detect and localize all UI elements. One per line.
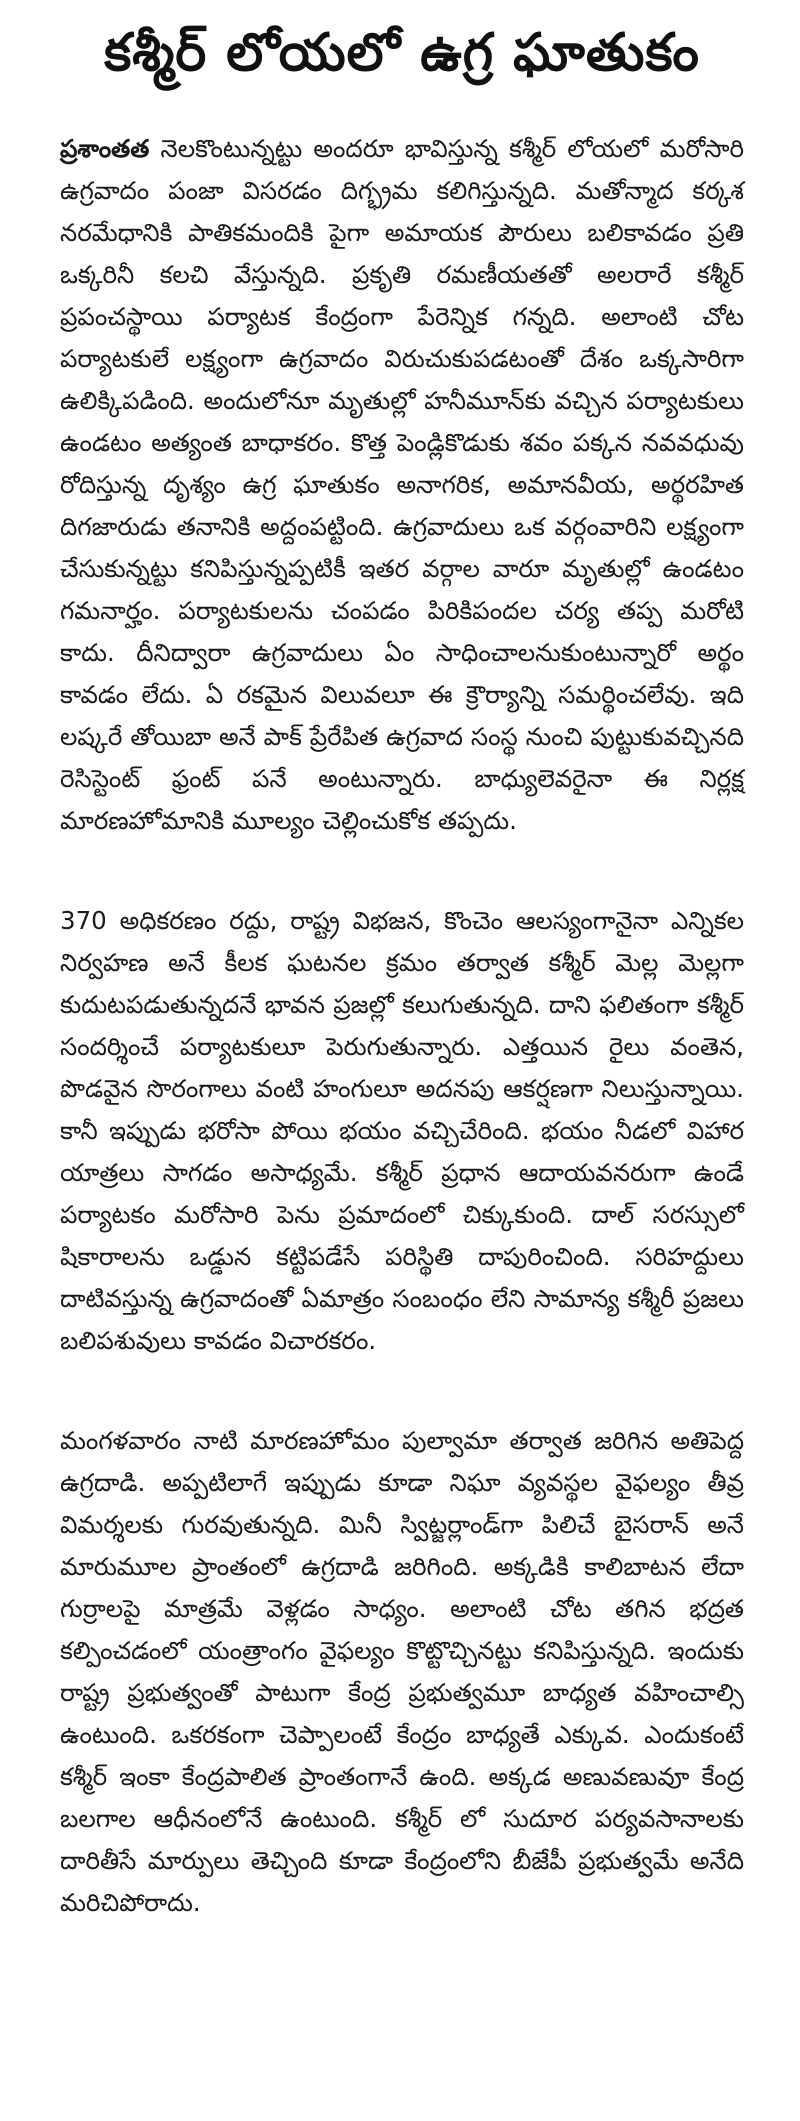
paragraph-text: నెలకొంటున్నట్టు అందరూ భావిస్తున్న కశ్మీర్ లోయలో మరోసారి ఉగ్రవాదం పంజా విసరడం దిగ్భ్రమ కలిగిస్తున్నది. మతోన్మాద కర్కశ నరమేధానికి పాతికమందికి పైగా అమాయక పౌరులు బలికావడం ప్రతి ఒక్కరినీ కలచి వేస్తున్నది. ప్రకృతి రమణీయతతో అలరారే కశ్మీర్ ప్రపంచస్థాయి పర్యాటక కేంద్రంగా పేరెన్నిక గన్నది. అలాంటి చోట పర్యాటకులే లక్ష్యంగా ఉగ్రవాదం విరుచుకుపడటంతో దేశం ఒక్కసారిగా ఉలిక్కిపడింది. అందులోనూ మృతుల్లో హనీమూన్‌కు వచ్చిన పర్యాటకులు ఉండటం అత్యంత బాధాకరం. కొత్త పెండ్లికొడుకు శవం పక్కన నవవధువు రోదిస్తున్న దృశ్యం ఉగ్ర ఘాతుకం అనాగరిక, అమానవీయ, అర్థరహిత దిగజారుడు తనానికి అద్దంపట్టింది. ఉగ్రవాదులు ఒక వర్గంవారిని లక్ష్యంగా చేసుకున్నట్టు కనిపిస్తున్నప్పటికీ ఇతర వర్గాల వారూ మృతుల్లో ఉండటం గమనార్హం. పర్యాటకులను చంపడం పిరికిపందల చర్య తప్ప మరోటి కాదు. దీనిద్వారా ఉగ్రవాదులు ఏం సాధించాలనుకుంటున్నారో అర్థం కావడం లేదు. ఏ రకమైన విలువలూ ఈ క్రౌర్యాన్ని సమర్థించలేవు. ఇది లష్కరే తోయిబా అనే పాక్ ప్రేరేపిత ఉగ్రవాద సంస్థ నుంచి పుట్టుకువచ్చినది రెసిస్టెంట్ ఫ్రంట్ పనే అంటున్నారు. బాధ్యులెవరైనా ఈ నిర్లక్ష మారణహోమానికి మూల్యం చెల్లించుకోక తప్పదు. [60,134,744,836]
paragraph-2 [60,900,744,1362]
headline: కశ్మీర్ లోయలో ఉగ్ర ఘాతుకం [104,23,700,83]
paragraph-text: 370 అధికరణం రద్దు, రాష్ట్ర విభజన, కొంచెం ఆలస్యంగానైనా ఎన్నికల నిర్వహణ అనే కీలక ఘటనల క్రమం తర్వాత కశ్మీర్ మెల్ల మెల్లగా కుదుటపడుతున్నదనే భావన ప్రజల్లో కలుగుతున్నది. దాని ఫలితంగా కశ్మీర్ సందర్శించే పర్యాటకులూ పెరుగుతున్నారు. ఎత్తయిన రైలు వంతెన, పొడవైన సొరంగాలు వంటి హంగులూ అదనపు ఆకర్షణగా నిలుస్తున్నాయి. కానీ ఇప్పుడు భరోసా పోయి భయం వచ్చిచేరింది. భయం నీడలో విహార యాత్రలు సాగడం అసాధ్యమే. కశ్మీర్ ప్రధాన ఆదాయవనరుగా ఉండే పర్యాటకం మరోసారి పెను ప్రమాదంలో చిక్కుకుంది. దాల్ సరస్సులో షికారాలను ఒడ్డున కట్టిపడేసే పరిస్థితి దాపురించింది. సరిహద్దులు దాటివస్తున్న ఉగ్రవాదంతో ఏమాత్రం సంబంధం లేని సామాన్య కశ్మీరీ ప్రజలు బలిపశువులు కావడం విచారకరం. [60,906,744,1356]
lead-word: ప్రశాంతత [60,134,150,164]
paragraph-3 [60,1420,744,1924]
paragraph-1 [60,128,744,842]
paragraph-text: మంగళవారం నాటి మారణహోమం పుల్వామా తర్వాత జరిగిన అతిపెద్ద ఉగ్రదాడి. అప్పటిలాగే ఇప్పుడు కూడా నిఘా వ్యవస్థల వైఫల్యం తీవ్ర విమర్శలకు గురవుతున్నది. మినీ స్విట్జర్లాండ్‌గా పిలిచే బైసరాన్ అనే మారుమూల ప్రాంతంలో ఉగ్రదాడి జరిగింది. అక్కడికి కాలిబాటన లేదా గుర్రాలపై మాత్రమే వెళ్లడం సాధ్యం. అలాంటి చోట తగిన భద్రత కల్పించడంలో యంత్రాంగం వైఫల్యం కొట్టొచ్చినట్టు కనిపిస్తున్నది. ఇందుకు రాష్ట్ర ప్రభుత్వంతో పాటుగా కేంద్ర ప్రభుత్వమూ బాధ్యత వహించాల్సి ఉంటుంది. ఒకరకంగా చెప్పాలంటే కేంద్రం బాధ్యతే ఎక్కువ. ఎందుకంటే కశ్మీర్ ఇంకా కేంద్రపాలిత ప్రాంతంగానే ఉంది. అక్కడ అణువణువూ కేంద్ర బలగాల ఆధీనంలోనే ఉంటుంది. కశ్మీర్ లో సుదూర పర్యవసానాలకు దారితీసే మార్పులు తెచ్చింది కూడా కేంద్రంలోని బీజేపీ ప్రభుత్వమే అనేది మరిచిపోరాదు. [60,1426,744,1918]
